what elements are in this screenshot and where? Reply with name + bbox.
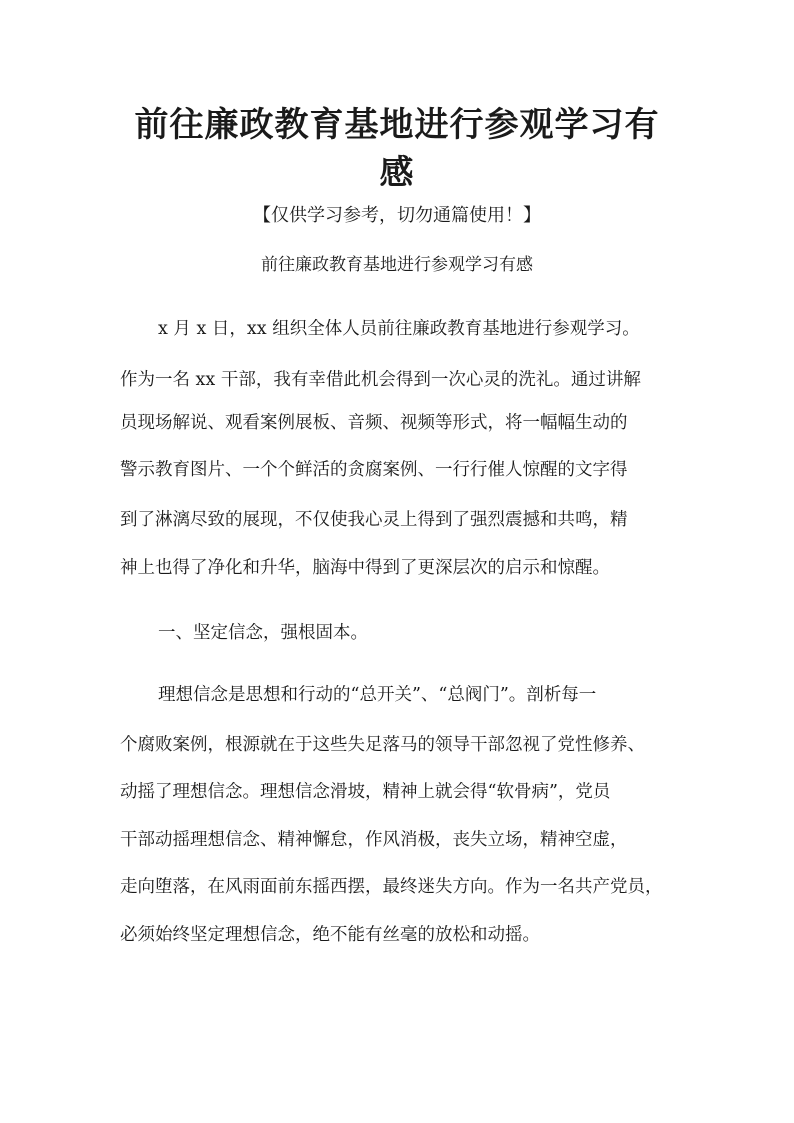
paragraph-2-line-1: 理想信念是思想和行动的“总开关”、“总阀门”。剖析每一 [158, 685, 597, 705]
paragraph-1-line-5: 到了淋漓尽致的展现，不仅使我心灵上得到了强烈震撼和共鸣，精 [120, 510, 628, 530]
paragraph-2-line-2: 个腐败案例，根源就在于这些失足落马的领导干部忽视了党性修养、 [120, 735, 645, 755]
paragraph-1-line-2: 作为一名 xx 干部，我有幸借此机会得到一次心灵的洗礼。通过讲解 [120, 370, 641, 390]
paragraph-1-line-4: 警示教育图片、一个个鲜活的贪腐案例、一行行催人惊醒的文字得 [120, 460, 628, 480]
section-heading-1: 一、坚定信念，强根固本。 [158, 623, 368, 643]
document-subtitle: 前往廉政教育基地进行参观学习有感 [261, 255, 533, 275]
document-title-line-1: 前往廉政教育基地进行参观学习有 [134, 105, 660, 145]
paragraph-2-line-5: 走向堕落，在风雨面前东摇西摆，最终迷失方向。作为一名共产党员， [120, 877, 663, 897]
usage-note: 【仅供学习参考，切勿通篇使用！】 [253, 205, 541, 226]
paragraph-2-line-3: 动摇了理想信念。理想信念滑坡，精神上就会得“软骨病”，党员 [120, 782, 611, 802]
paragraph-2-line-6: 必须始终坚定理想信念，绝不能有丝毫的放松和动摇。 [120, 925, 540, 945]
paragraph-1-line-3: 员现场解说、观看案例展板、音频、视频等形式，将一幅幅生动的 [120, 413, 628, 433]
paragraph-2-line-4: 干部动摇理想信念、精神懈怠，作风消极，丧失立场，精神空虚， [120, 830, 628, 850]
paragraph-1-line-6: 神上也得了净化和升华，脑海中得到了更深层次的启示和惊醒。 [120, 558, 610, 578]
paragraph-1-line-1: x 月 x 日，xx 组织全体人员前往廉政教育基地进行参观学习。 [158, 319, 640, 339]
document-title-line-2: 感 [379, 153, 415, 193]
